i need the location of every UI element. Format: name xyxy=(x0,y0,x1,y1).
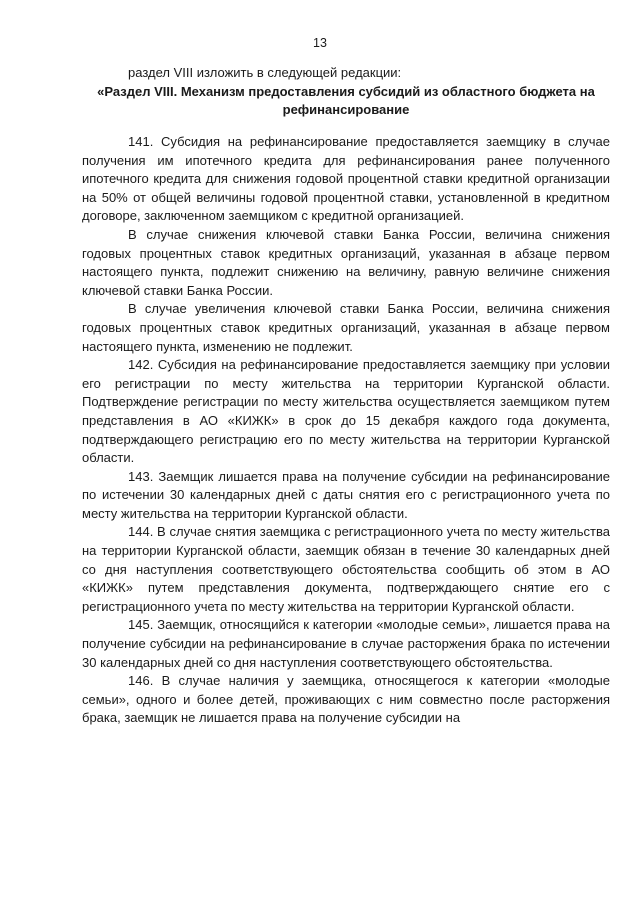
paragraph-141-key-rate-increase: В случае увеличения ключевой ставки Банка России, величина снижения годовых процентных ставок кредитных организаций, указанная в абзаце первом настоящего пункта, изменению не подлежит. xyxy=(82,301,610,354)
paragraph-145: 145. Заемщик, относящийся к категории «молодые семьи», лишается права на получение субсидии на рефинансирование в случае расторжения брака по истечении 30 календарных дней со дня наступления соответствующего обстоятельства. xyxy=(82,617,610,670)
paragraph-143: 143. Заемщик лишается права на получение субсидии на рефинансирование по истечении 30 календарных дней с даты снятия его с регистрационного учета по месту жительства на территории Курганской области. xyxy=(82,468,610,521)
paragraph-142: 142. Субсидия на рефинансирование предоставляется заемщику при условии его регистрации по месту жительства на территории Курганской области. Подтверждение регистрации по месту жительства осуществляется заемщиком путем представления в АО «КИЖК» в срок до 15 декабря каждого года документа, подтверждающего регистрацию его по месту жительства на территории Курганской области. xyxy=(82,357,610,466)
page-number: 13 xyxy=(313,36,327,50)
document-body xyxy=(82,64,610,728)
paragraph-141: 141. Субсидия на рефинансирование предоставляется заемщику в случае получения им ипотечного кредита для рефинансирования ранее полученного ипотечного кредита для снижения годовой процентной ставки кредитной организации на 50% от общей величины годовой процентной ставки, установленной в кредитном договоре, заключенном заемщиком с кредитной организацией. xyxy=(82,134,610,224)
paragraph-144: 144. В случае снятия заемщика с регистрационного учета по месту жительства на территории Курганской области, заемщик обязан в течение 30 календарных дней со дня наступления соответствующего обстоятельства сообщить об этом в АО «КИЖК» путем представления документа, подтверждающего снятие его с регистрационного учета по месту жительства на территории Курганской области. xyxy=(82,524,610,614)
section-heading: «Раздел VIII. Механизм предоставления субсидий из областного бюджета на рефинансирование xyxy=(97,84,595,117)
intro-line: раздел VIII изложить в следующей редакции: xyxy=(128,65,402,80)
paragraph-146: 146. В случае наличия у заемщика, относящегося к категории «молодые семьи», одного и более детей, проживающих с ним совместно после расторжения брака, заемщик не лишается права на получение субсидии на xyxy=(82,673,610,726)
paragraph-141-key-rate-decrease: В случае снижения ключевой ставки Банка России, величина снижения годовых процентных ставок кредитных организаций, указанная в абзаце первом настоящего пункта, подлежит снижению на величину, равную величине снижения ключевой ставки Банка России. xyxy=(82,226,610,298)
